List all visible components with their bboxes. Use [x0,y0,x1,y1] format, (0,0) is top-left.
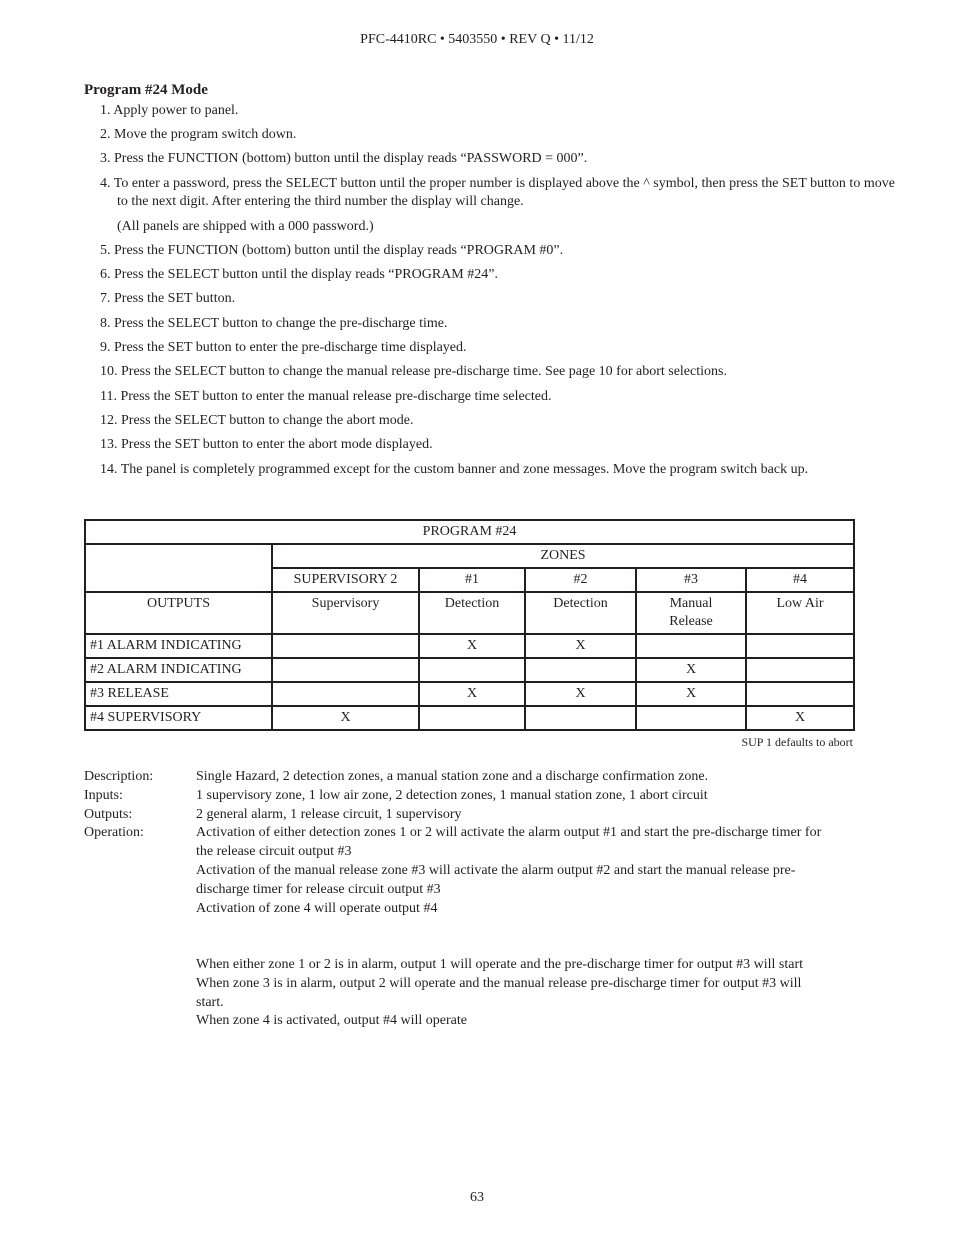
operation-line: Activation of zone 4 will operate output #4 [196,900,438,916]
zones-label: ZONES [272,544,854,568]
cell [746,682,854,706]
summary-line: start. [196,994,224,1010]
table-title-row [85,520,854,544]
table-footnote: SUP 1 defaults to abort [741,735,853,749]
cell [272,682,419,706]
operation-label: Operation: [84,825,144,841]
zone-numbers-row [85,568,854,592]
step-9: 9. Press the SET button to enter the pre-discharge time displayed. [100,340,467,355]
step-13: 13. Press the SET button to enter the abort mode displayed. [100,437,433,452]
operation-line: Activation of either detection zones 1 or 2 will activate the alarm output #1 and start the pre-discharge timer for [196,825,822,841]
step-5: 5. Press the FUNCTION (bottom) button until the display reads “PROGRAM #0”. [100,243,564,258]
zone-type-3 [636,592,746,634]
section-title: Program #24 Mode [84,82,208,98]
zone-header-3: #3 [636,568,746,592]
page-number: 63 [470,1190,484,1205]
description-row [84,768,904,787]
inputs-label: Inputs: [84,787,123,803]
outputs-desc-label: Outputs: [84,806,133,822]
cell [272,658,419,682]
table-row [85,682,854,706]
page-header: PFC-4410RC • 5403550 • REV Q • 11/12 [360,32,594,47]
outputs-desc-text: 2 general alarm, 1 release circuit, 1 supervisory [196,806,462,822]
blank-corner-cell [85,544,272,568]
steps-list [100,102,895,479]
table-row [85,634,854,658]
description-block [84,768,904,918]
cell: X [636,682,746,706]
cell: X [419,634,525,658]
cell [746,634,854,658]
operation-line: the release circuit output #3 [196,844,352,860]
row-label: #1 ALARM INDICATING [85,634,272,658]
row-label: #2 ALARM INDICATING [85,658,272,682]
zone-header-sup2: SUPERVISORY 2 [272,568,419,592]
summary-line: When zone 4 is activated, output #4 will operate [196,1013,467,1029]
step-10: 10. Press the SELECT button to change the manual release pre-discharge time. See page 10 for abort selections. [100,364,727,379]
zone-type-sup2: Supervisory [272,592,419,634]
operation-line: Activation of the manual release zone #3 will activate the alarm output #2 and start the manual release pre- [196,862,796,878]
step-4: 4. To enter a password, press the SELECT button until the proper number is displayed above the ^ symbol, then press the SET button to move to the next digit. After entering the third number the display will change. [100,176,895,209]
step-note: (All panels are shipped with a 000 password.) [117,219,374,234]
step-2: 2. Move the program switch down. [100,127,297,142]
step-14: 14. The panel is completely programmed except for the custom banner and zone messages. Move the program switch back up. [100,462,809,477]
step-3: 3. Press the FUNCTION (bottom) button until the display reads “PASSWORD = 000”. [100,151,588,166]
zone-type-3-line1: Manual [669,596,713,611]
cell [636,706,746,730]
program-24-table [84,519,855,731]
zone-type-4: Low Air [746,592,854,634]
zone-header-2: #2 [525,568,636,592]
outputs-row [84,806,904,825]
step-6: 6. Press the SELECT button until the display reads “PROGRAM #24”. [100,267,498,282]
row-label: #4 SUPERVISORY [85,706,272,730]
inputs-row [84,787,904,806]
cell: X [272,706,419,730]
cell: X [419,682,525,706]
zone-header-1: #1 [419,568,525,592]
step-1: 1. Apply power to panel. [100,103,239,118]
cell: X [525,634,636,658]
cell [419,706,525,730]
zone-type-2: Detection [525,592,636,634]
cell: X [746,706,854,730]
zone-header-4: #4 [746,568,854,592]
cell: X [525,682,636,706]
summary-block [84,956,904,1031]
step-8: 8. Press the SELECT button to change the pre-discharge time. [100,316,448,331]
outputs-label: OUTPUTS [85,592,272,634]
cell [525,658,636,682]
table-row [85,706,854,730]
zone-type-1: Detection [419,592,525,634]
step-12: 12. Press the SELECT button to change the abort mode. [100,413,414,428]
cell [272,634,419,658]
row-label: #3 RELEASE [85,682,272,706]
operation-line: discharge timer for release circuit output #3 [196,881,441,897]
summary-line: When zone 3 is in alarm, output 2 will operate and the manual release pre-discharge timer for output #3 will [196,975,802,991]
table-row [85,658,854,682]
table-title: PROGRAM #24 [85,520,854,544]
zones-header-row [85,544,854,568]
step-11: 11. Press the SET button to enter the manual release pre-discharge time selected. [100,389,552,404]
cell [746,658,854,682]
cell: X [636,658,746,682]
inputs-text: 1 supervisory zone, 1 low air zone, 2 detection zones, 1 manual station zone, 1 abort circuit [196,787,708,803]
summary-line: When either zone 1 or 2 is in alarm, output 1 will operate and the pre-discharge timer for output #3 will start [196,957,804,972]
description-text: Single Hazard, 2 detection zones, a manual station zone and a discharge confirmation zone. [196,769,709,784]
blank-corner-cell-lower [85,568,272,592]
step-7: 7. Press the SET button. [100,291,236,306]
description-label: Description: [84,769,154,784]
cell [419,658,525,682]
zone-type-3-line2: Release [669,614,713,629]
zone-types-row [85,592,854,634]
cell [525,706,636,730]
operation-row [84,824,904,843]
cell [636,634,746,658]
